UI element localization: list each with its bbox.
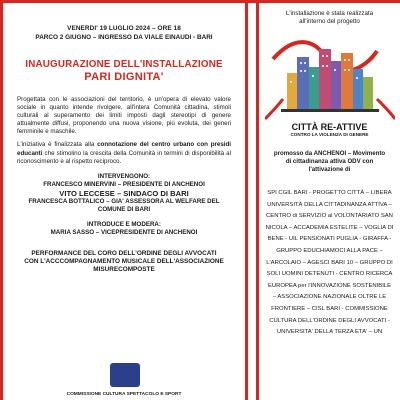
promoter-line: promosso da ANCHENOI – Movimento	[273, 150, 386, 157]
goal-bold-text: connotazione del centro urbano con presidi educanti	[17, 141, 231, 157]
list-item: NICOLA – ACCADEMIA ESTELITE – VOGLIA DI	[265, 224, 394, 231]
list-item: BENE - UIL PENSIONATI PUGLIA - GIRAFFA -	[267, 236, 392, 243]
city-illustration	[265, 29, 395, 121]
goal-paragraph	[9, 141, 239, 165]
performance-line: PERFORMANCE DEL CORO DELL'ORDINE DEGLI AVVOCATI	[31, 249, 217, 257]
list-item: SOLI UOMINI DETENUTI - CENTRO RICERCA	[266, 271, 393, 278]
speakers-heading: INTERVENGONO:	[97, 172, 151, 180]
event-title: INAUGURAZIONE DELL'INSTALLAZIONE	[25, 59, 223, 70]
promoter-line: l'attivazione di	[308, 166, 351, 173]
event-date: VENERDI' 19 LUGLIO 2024 – ORE 18	[67, 25, 181, 32]
speaker-bottalico: FRANCESCA BOTTALICO – GIA' ASSESSORA AL WELFARE DEL	[28, 197, 220, 205]
list-item: UNIVERSITA' DELLA TERZA ETA' – UN	[276, 329, 383, 336]
list-item: UNIVERSITÀ DELLA CITTADINANZA ATTIVA –	[267, 201, 392, 208]
right-column	[256, 3, 400, 400]
promoter-line: di cittadinanza attiva ODV con	[285, 158, 374, 165]
performance-info	[9, 250, 239, 274]
performance-line: CON L'ACCCOMPAGNAMENTO MUSICALE DELL'ASSOCIAZIONE	[24, 257, 224, 265]
moderator-name: MARIA SASSO – VICEPRESIDENTE DI ANCHENOI	[50, 228, 198, 236]
promoter-info	[265, 150, 394, 174]
list-item: CULTURA DELL'ORDINE DEGLI AVVOCATI -	[269, 317, 390, 324]
bar-association-logo	[110, 363, 140, 387]
intro-line: all'interno del progetto	[299, 18, 360, 25]
list-item: L'ARCOLAIO – AGESCI BARI 10 – GRUPPO DI	[266, 259, 393, 266]
speaker-bottalico-role: COMUNE DI BARI	[97, 205, 151, 213]
list-item: FRONTIERE – CISL BARI - COMMISSIONE	[271, 305, 388, 312]
left-column	[0, 3, 248, 400]
list-item: GRUPPO EDUCHIAMOCI ALLA PACE –	[276, 247, 383, 254]
list-item: – ASSOCIAZIONE NAZIONALE OLTRE LE	[272, 294, 387, 301]
project-title: CITTÀ RE-ATTIVE	[291, 122, 368, 132]
list-item: SPI CGIL BARI - PROGETTO CITTÀ – LIBERA	[267, 190, 392, 196]
intro-line: L'installazione è stata realizzata	[285, 10, 374, 17]
event-place: PARCO 2 GIUGNO – INGRESSO DA VIALE EINAUDI - BARI	[35, 34, 213, 41]
performance-line: MISURECOMPOSTE	[93, 265, 155, 273]
commission-label: COMMISSIONE CULTURA SPETTACOLO E SPORT	[66, 392, 182, 397]
list-item: CENTRO di SERVIZIO al VOLONTARIATO SAN	[266, 213, 393, 220]
project-subtitle: CONTRO LA VIOLENZA DI GENERE	[290, 132, 369, 137]
speaker-minervini: FRANCESCO MINERVINI – PRESIDENTE DI ANCHENOI	[43, 180, 205, 188]
description-paragraph: Progettata con le associazioni del territorio, è un'opera di elevato valore sociale in quanto intende rivolgere, all'intera Comunità cittadina, stimoli culturali al superamento dei limiti imposti dagli stereotipi di genere attualmente diffusi, proponendo una nuova visione, più evoluta, dei generi femminile e maschile.	[17, 96, 231, 136]
partners-list	[265, 188, 394, 339]
installation-name: PARI DIGNITA'	[84, 71, 164, 83]
goal-text-end: che stimolino la crescita della Comunità in termini di disponibilità al riconoscimento e al rispetto reciproco.	[17, 149, 231, 165]
moderator-heading: INTRODUCE E MODERA:	[87, 220, 161, 228]
list-item: EUROPEA per l'INNOVAZIONE SOSTENIBILE	[267, 282, 392, 289]
skyline-graphic	[265, 29, 395, 121]
goal-text: L'iniziativa è finalizzata alla	[17, 141, 98, 149]
project-intro	[265, 10, 394, 26]
speaker-leccese: VITO LECCESE – SINDACO DI BARI	[59, 188, 189, 198]
